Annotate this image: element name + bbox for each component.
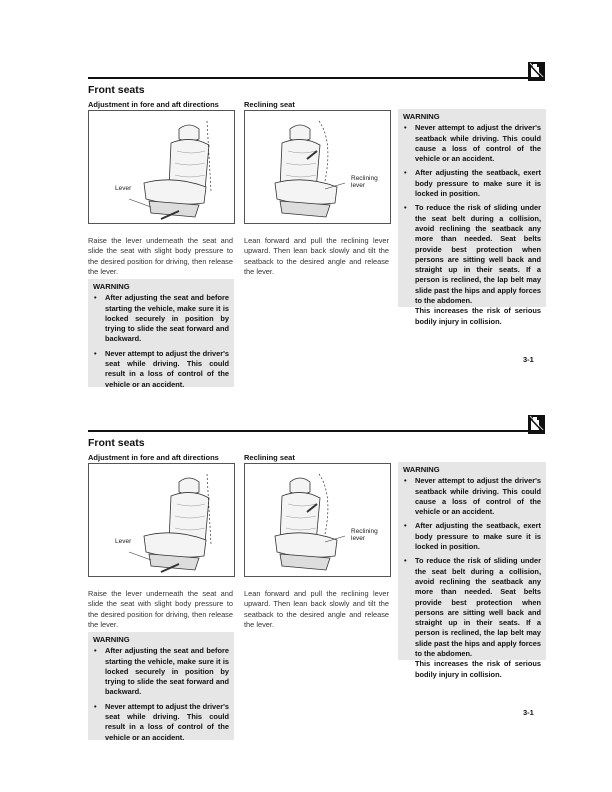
warning-title: WARNING bbox=[403, 465, 440, 474]
warning-extra: This increases the risk of serious bodily injury in collision. bbox=[415, 306, 541, 326]
reclining-lever-label: Reclining lever bbox=[351, 528, 378, 542]
warning-title: WARNING bbox=[93, 635, 130, 644]
section-title: Front seats bbox=[88, 437, 145, 449]
page-number: 3-1 bbox=[523, 355, 534, 364]
reclining-instructions: Lean forward and pull the reclining lever upward. Then lean back slowly and tilt the seatback to the desired angle and release the lever. bbox=[244, 589, 389, 629]
seat-slide-figure bbox=[88, 110, 235, 224]
section-title: Front seats bbox=[88, 84, 145, 96]
seat-warning-box bbox=[88, 632, 234, 740]
reclining-seat-illustration bbox=[245, 464, 390, 576]
reclining-seat-figure bbox=[244, 463, 391, 577]
reclining-seat-illustration bbox=[245, 111, 390, 223]
warning-item: • After adjusting the seatback, exert body pressure to make sure it is locked in position. bbox=[403, 521, 541, 552]
warning-item: • To reduce the risk of sliding under the seat belt during a collision, avoid reclining the seatback any more than needed. Seat belts provide best protection when persons are sitting well back and straight up in their seats. If a person is reclined, the lap belt may slide past the hips and apply forces to the abdomen. bbox=[403, 203, 541, 306]
fore-aft-heading: Adjustment in fore and aft directions bbox=[88, 453, 219, 462]
seat-illustration bbox=[89, 464, 234, 576]
warning-extra: This increases the risk of serious bodily injury in collision. bbox=[415, 659, 541, 679]
page-number: 3-1 bbox=[523, 708, 534, 717]
reclining-heading: Reclining seat bbox=[244, 100, 295, 109]
lever-label: Lever bbox=[115, 185, 132, 192]
header-rule bbox=[88, 430, 545, 432]
seatback-warning-box bbox=[398, 109, 546, 326]
warning-item: • To reduce the risk of sliding under the seat belt during a collision, avoid reclining the seatback any more than needed. Seat belts provide best protection when persons are sitting well back and straight up in their seats. If a person is reclined, the lap belt may slide past the hips and apply forces to the abdomen. bbox=[403, 556, 541, 659]
seat-illustration bbox=[89, 111, 234, 223]
seat-slide-figure bbox=[88, 463, 235, 577]
lever-label: Lever bbox=[115, 538, 132, 545]
reclining-seat-figure bbox=[244, 110, 391, 224]
warning-item: • Never attempt to adjust the driver's seatback while driving. This could cause a loss of control of the vehicle or an accident. bbox=[403, 476, 541, 517]
warning-item: • After adjusting the seat and before starting the vehicle, make sure it is locked securely in position by trying to slide the seat forward and backward. bbox=[93, 293, 229, 344]
reclining-lever-label: Reclining lever bbox=[351, 175, 378, 189]
seatback-warning-box bbox=[398, 462, 546, 679]
warning-item: • After adjusting the seat and before starting the vehicle, make sure it is locked securely in position by trying to slide the seat forward and backward. bbox=[93, 646, 229, 697]
fore-aft-heading: Adjustment in fore and aft directions bbox=[88, 100, 219, 109]
manual-page bbox=[0, 410, 612, 763]
fore-aft-instructions: Raise the lever underneath the seat and slide the seat with slight body pressure to the desired position for driving, then release the lever. bbox=[88, 589, 233, 629]
seat-warning-box bbox=[88, 279, 234, 387]
warning-item: • Never attempt to adjust the driver's seat while driving. This could result in a loss of control of the vehicle or an accident. bbox=[93, 349, 229, 390]
warning-item: • Never attempt to adjust the driver's seat while driving. This could result in a loss of control of the vehicle or an accident. bbox=[93, 702, 229, 743]
reclining-heading: Reclining seat bbox=[244, 453, 295, 462]
header-rule bbox=[88, 77, 545, 79]
reclining-instructions: Lean forward and pull the reclining lever upward. Then lean back slowly and tilt the seatback to the desired angle and release the lever. bbox=[244, 236, 389, 276]
fore-aft-instructions: Raise the lever underneath the seat and slide the seat with slight body pressure to the desired position for driving, then release the lever. bbox=[88, 236, 233, 276]
warning-title: WARNING bbox=[93, 282, 130, 291]
warning-item: • Never attempt to adjust the driver's seatback while driving. This could cause a loss of control of the vehicle or an accident. bbox=[403, 123, 541, 164]
warning-title: WARNING bbox=[403, 112, 440, 121]
warning-item: • After adjusting the seatback, exert body pressure to make sure it is locked in position. bbox=[403, 168, 541, 199]
manual-page bbox=[0, 57, 612, 410]
